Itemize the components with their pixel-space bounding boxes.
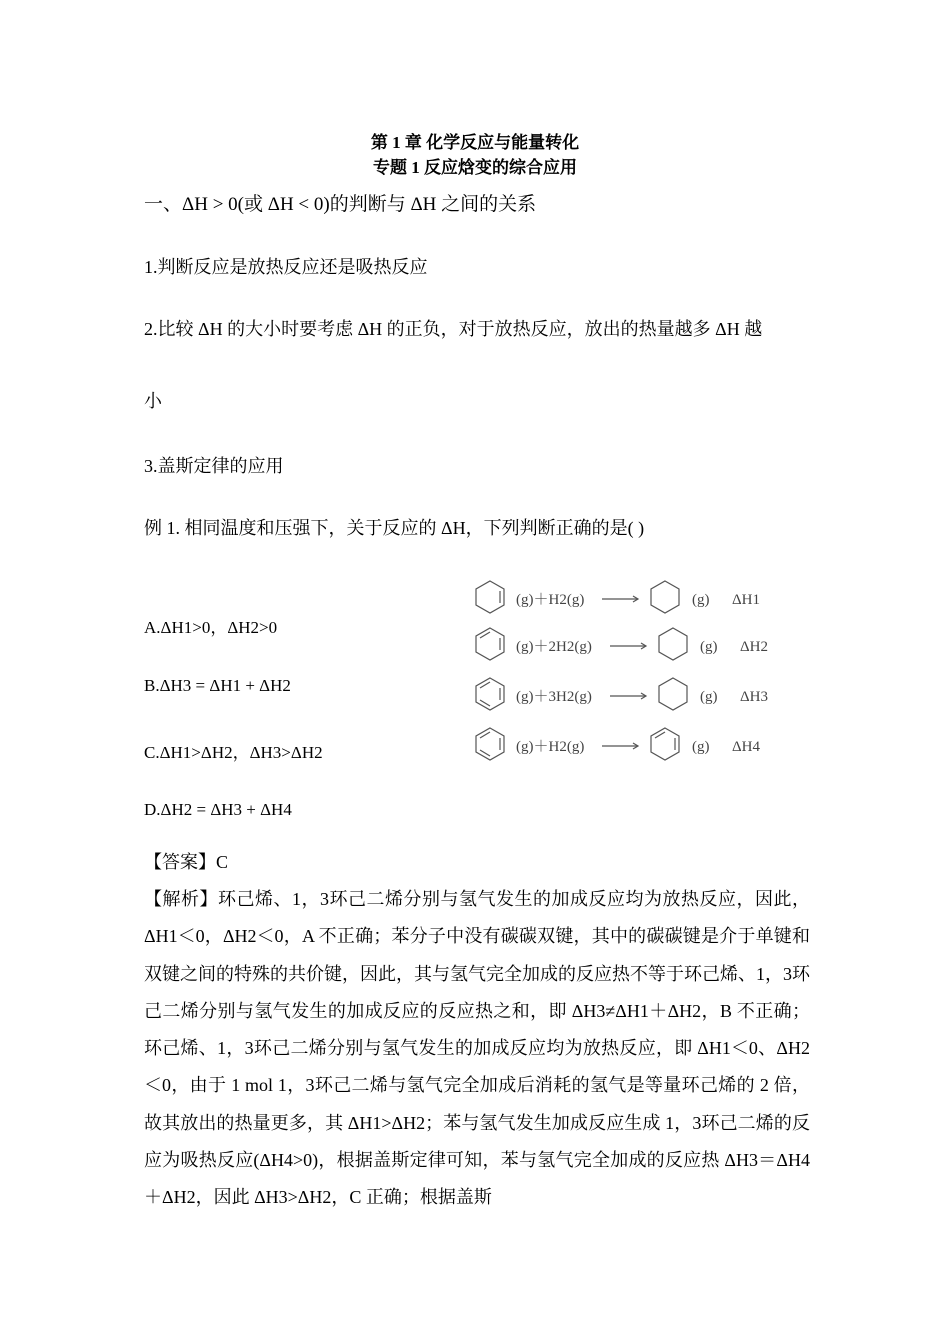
option-c: C.ΔH1>ΔH2，ΔH3>ΔH2: [144, 743, 323, 762]
reaction-4-dh: ΔH4: [732, 739, 760, 755]
option-a: A.ΔH1>0，ΔH2>0: [144, 618, 278, 637]
answer: 【答案】C: [144, 852, 229, 872]
reaction-3-reactant: (g)＋3H2(g): [516, 689, 592, 705]
benzene-icon: [476, 678, 504, 710]
chapter-title: 第 1 章 化学反应与能量转化: [370, 133, 580, 152]
arrow-icon: [610, 643, 646, 649]
cyclohexene-icon: [476, 581, 504, 613]
reaction-2-product: (g): [700, 639, 718, 655]
option-b: B.ΔH3 = ΔH1 + ΔH2: [144, 676, 291, 695]
section-heading: 一、ΔH > 0(或 ΔH < 0)的判断与 ΔH 之间的关系: [144, 194, 537, 215]
explanation: 【解析】环己烯、1，3环己二烯分别与氢气发生的加成反应均为放热反应，因此，ΔH1＜0，ΔH2＜0，A 不正确；苯分子中没有碳碳双键，其中的碳碳键是介于单键和双键之间的特殊的共价键，因此，其与氢气完全加成的反应热不等于环己烯、1，3环己二烯分别与氢气发生的加成反应的反应热之和，即 ΔH3≠ΔH1＋ΔH2，B 不正确；环己烯、1，3环己二烯分别与氢气发生的加成反应均为放热反应，即 ΔH1＜0、ΔH2＜0，由于 1 mol 1，3环己二烯与氢气完全加成后消耗的氢气是等量环己烯的 2 倍，故其放出的热量更多，其 ΔH1>ΔH2；苯与氢气发生加成反应生成 1，3环己二烯的反应为吸热反应(ΔH4>0)，根据盖斯定律可知，苯与氢气完全加成的反应热 ΔH3＝ΔH4＋ΔH2，因此 ΔH3>ΔH2，C 正确；根据盖斯: [144, 889, 810, 1208]
point-1: 1.判断反应是放热反应还是吸热反应: [144, 257, 428, 277]
cyclohexadiene-icon: [651, 728, 679, 760]
benzene-icon: [476, 728, 504, 760]
cyclohexadiene-icon: [476, 628, 504, 660]
reaction-4-product: (g): [692, 739, 710, 755]
cyclohexane-icon: [651, 581, 679, 613]
point-2-continued: 小: [144, 391, 162, 411]
reaction-1-product: (g): [692, 592, 710, 608]
option-d: D.ΔH2 = ΔH3 + ΔH4: [144, 800, 292, 819]
cyclohexane-icon: [659, 628, 687, 660]
reaction-equations-figure: [470, 578, 790, 768]
arrow-icon: [602, 596, 638, 602]
example-question: 例 1. 相同温度和压强下，关于反应的 ΔH，下列判断正确的是( ): [144, 518, 645, 538]
reaction-4-reactant: (g)＋H2(g): [516, 739, 585, 755]
cyclohexane-icon: [659, 678, 687, 710]
reaction-1-reactant: (g)＋H2(g): [516, 592, 585, 608]
reaction-2-dh: ΔH2: [740, 639, 768, 655]
reaction-2-reactant: (g)＋2H2(g): [516, 639, 592, 655]
reaction-3-product: (g): [700, 689, 718, 705]
reaction-3-dh: ΔH3: [740, 689, 768, 705]
topic-title: 专题 1 反应焓变的综合应用: [373, 158, 577, 177]
point-3: 3.盖斯定律的应用: [144, 456, 284, 476]
reaction-equations-svg: [470, 578, 790, 768]
arrow-icon: [602, 743, 638, 749]
point-2: 2.比较 ΔH 的大小时要考虑 ΔH 的正负，对于放热反应，放出的热量越多 ΔH 越: [144, 319, 763, 339]
arrow-icon: [610, 693, 646, 699]
reaction-1-dh: ΔH1: [732, 592, 760, 608]
